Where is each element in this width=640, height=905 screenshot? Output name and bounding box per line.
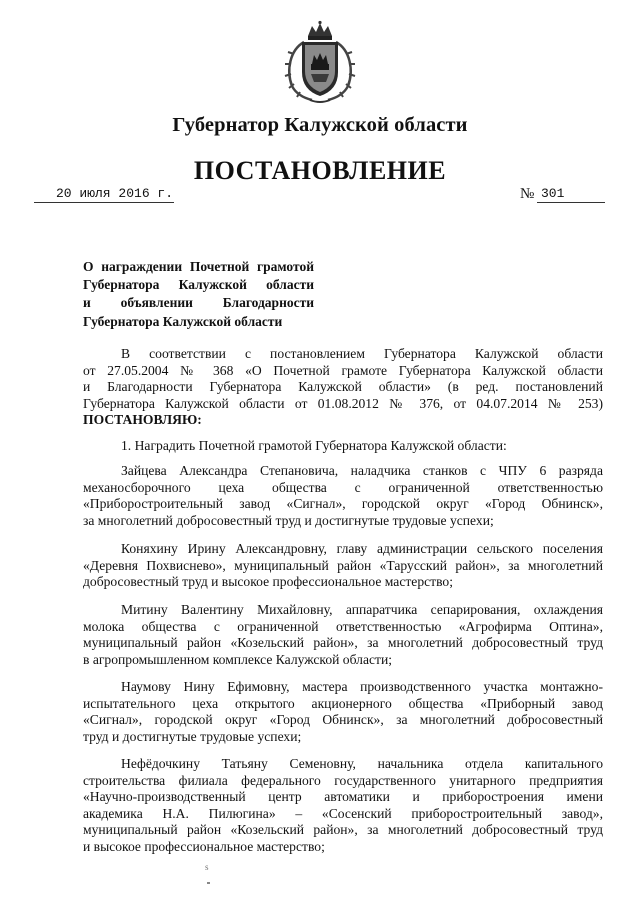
subject-line: и объявлении Благодарности xyxy=(83,295,314,311)
awardee-paragraph xyxy=(83,679,603,745)
awardee-line: «Сигнал», городской округ «Город Обнинск», за многолетний добросовестный xyxy=(83,712,603,728)
issuer-title: Губернатор Калужской области xyxy=(172,114,468,136)
date-underline xyxy=(34,202,174,203)
awardee-line: добросовестный труд и высокое профессиональное мастерство; xyxy=(83,574,453,590)
awardee-paragraph xyxy=(83,756,603,856)
awardee-line: механосборочного цеха общества с ограниченной ответственностью xyxy=(83,479,603,495)
awardee-line: «Приборостроительный завод «Сигнал», городской округ «Город Обнинск», xyxy=(83,496,603,512)
awardee-line: и высокое профессиональное мастерство; xyxy=(83,838,325,854)
resolve-word: ПОСТАНОВЛЯЮ: xyxy=(83,412,202,428)
awardee-line: «Деревня Похвиснево», муниципальный район «Тарусский район», за многолетний xyxy=(83,557,603,573)
awardee-line: Нефёдочкину Татьяну Семеновну, начальника отдела капитального xyxy=(121,756,603,771)
awardee-line: труд и достигнутые трудовые успехи; xyxy=(83,728,302,744)
awardee-line: муниципальный район «Козельский район», за многолетний добросовестный труд xyxy=(83,822,603,838)
number-underline xyxy=(537,202,605,203)
coat-of-arms-icon xyxy=(282,20,358,104)
awardee-line: муниципальный район «Козельский район», за многолетний добросовестный труд xyxy=(83,635,603,651)
awardee-paragraph xyxy=(83,541,603,591)
document-subject xyxy=(83,258,314,331)
subject-line: О награждении Почетной грамотой xyxy=(83,259,314,274)
preamble xyxy=(83,346,603,429)
awardee-line: испытательного цеха открытого акционерного общества «Приборный завод xyxy=(83,695,603,711)
awardee-line: молока общества с ограниченной ответственностью «Агрофирма Оптина», xyxy=(83,618,603,634)
margin-mark: ѕ xyxy=(205,862,209,872)
preamble-line: и Благодарности Губернатора Калужской области» (в ред. постановлений xyxy=(83,379,603,395)
awardee-line: Зайцева Александра Степановича, наладчика станков с ЧПУ 6 разряда xyxy=(121,463,603,478)
preamble-line: Губернатора Калужской области от 01.08.2012 № 376, от 04.07.2014 № 253) xyxy=(83,395,603,411)
awardee-line: строительства филиала федерального государственного унитарного предприятия xyxy=(83,772,603,788)
item-1-text: 1. Наградить Почетной грамотой Губернатора Калужской области: xyxy=(121,438,507,453)
awardee-line: Митину Валентину Михайловну, аппаратчика сепарирования, охлаждения xyxy=(121,602,603,617)
awardee-line: в агропромышленном комплексе Калужской области; xyxy=(83,651,393,667)
awardee-line: Наумову Нину Ефимовну, мастера производственного участка монтажно- xyxy=(121,679,603,694)
item-1 xyxy=(83,438,603,455)
awardee-line: Коняхину Ирину Александровну, главу администрации сельского поселения xyxy=(121,541,603,556)
scan-speck xyxy=(207,882,210,884)
awardee-paragraph xyxy=(83,602,603,668)
document-type: ПОСТАНОВЛЕНИЕ xyxy=(193,156,447,185)
document-date: 20 июля 2016 г. xyxy=(56,186,174,201)
preamble-line: В соответствии с постановлением Губернатора Калужской области xyxy=(121,346,603,361)
awardee-line: академика Н.А. Пилюгина» – «Сосенский приборостроительный завод», xyxy=(83,805,603,821)
subject-line: Губернатора Калужской области xyxy=(83,277,314,293)
document-number: 301 xyxy=(541,186,565,201)
number-sign: № xyxy=(520,186,535,202)
awardee-paragraph xyxy=(83,463,603,529)
preamble-line: от 27.05.2004 № 368 «О Почетной грамоте Губернатора Калужской области xyxy=(83,362,603,378)
awardee-line: за многолетний добросовестный труд и достигнутые трудовые успехи; xyxy=(83,512,494,528)
awardee-line: «Научно-производственный центр автоматики и приборостроения имени xyxy=(83,789,603,805)
subject-line: Губернатора Калужской области xyxy=(83,313,283,329)
